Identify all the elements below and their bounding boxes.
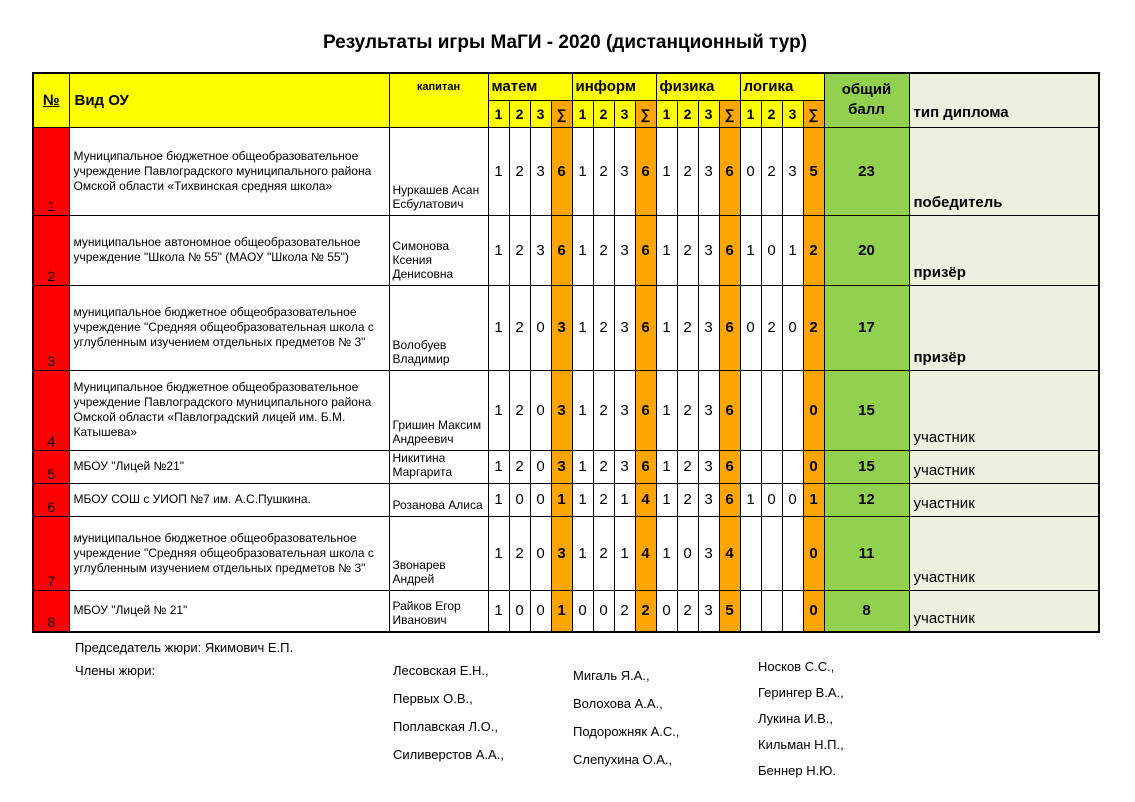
subject-header-physics: физика [656,73,740,100]
table-row [33,215,1099,285]
captain-cell: Райков Егор Иванович [389,590,488,632]
captain-cell: Волобуев Владимир [389,285,488,370]
diploma-cell: участник [909,483,1099,516]
score-cell: 3 [614,127,635,215]
sum-cell: 3 [551,370,572,450]
score-cell: 3 [698,215,719,285]
score-cell: 0 [530,285,551,370]
sum-cell: 5 [719,590,740,632]
sum-cell: 4 [635,516,656,590]
score-cell: 3 [698,590,719,632]
school-cell: МБОУ СОШ с УИОП №7 им. А.С.Пушкина. [69,483,389,516]
table-row [33,516,1099,590]
table-row [33,590,1099,632]
score-cell: 2 [677,370,698,450]
diploma-cell: участник [909,590,1099,632]
sum-cell: 6 [719,450,740,483]
jury-column-2 [573,668,680,780]
score-cell: 2 [509,516,530,590]
score-cell: 3 [698,516,719,590]
diploma-cell: призёр [909,285,1099,370]
score-cell: 3 [614,450,635,483]
sum-cell: 1 [803,483,824,516]
row-number-cell: 1 [33,127,69,215]
header-row-groups [33,73,1099,100]
score-cell: 1 [572,127,593,215]
score-cell [740,590,761,632]
score-cell [761,590,782,632]
subcol-header: 1 [740,100,761,127]
sigma-header: ∑ [803,100,824,127]
score-cell [782,516,803,590]
score-cell: 2 [509,285,530,370]
sum-cell: 2 [803,215,824,285]
sum-cell: 0 [803,370,824,450]
score-cell: 2 [677,590,698,632]
sum-cell: 6 [551,127,572,215]
sum-cell: 2 [803,285,824,370]
table-row [33,127,1099,215]
total-cell: 15 [824,450,909,483]
jury-member: Первых О.В., [393,691,473,706]
score-cell: 2 [509,450,530,483]
score-cell: 0 [593,590,614,632]
school-cell: муниципальное бюджетное общеобразовательное учреждение "Средняя общеобразовательная школа с углубленным изучением отдельных предметов № 3" [69,516,389,590]
diploma-cell: участник [909,516,1099,590]
school-cell: МБОУ "Лицей № 21" [69,590,389,632]
sum-cell: 6 [719,127,740,215]
jury-member: Волохова А.А., [573,696,663,711]
score-cell: 0 [509,483,530,516]
score-cell: 2 [677,215,698,285]
score-cell: 1 [656,215,677,285]
sum-cell: 6 [719,370,740,450]
school-cell: муниципальное бюджетное общеобразовательное учреждение "Средняя общеобразовательная школа с углубленным изучением отдельных предметов № 3" [69,285,389,370]
sum-cell: 3 [551,450,572,483]
sum-cell: 1 [551,590,572,632]
col-header-num [33,73,69,127]
score-cell: 3 [782,127,803,215]
score-cell: 0 [677,516,698,590]
total-cell: 12 [824,483,909,516]
table-row [33,483,1099,516]
score-cell: 3 [698,127,719,215]
score-cell: 0 [782,285,803,370]
sum-cell: 3 [551,516,572,590]
score-cell: 1 [572,215,593,285]
jury-chair: Председатель жюри: Якимович Е.П. [75,640,294,655]
subcol-header: 2 [509,100,530,127]
jury-member: Подорожняк А.С., [573,724,680,739]
score-cell: 2 [677,127,698,215]
subcol-header: 3 [530,100,551,127]
score-cell [740,516,761,590]
col-header-school: Вид ОУ [69,73,389,127]
jury-member: Беннер Н.Ю. [758,763,836,778]
score-cell [782,450,803,483]
row-number-cell: 5 [33,450,69,483]
score-cell: 2 [509,370,530,450]
score-cell: 0 [761,215,782,285]
sigma-header: ∑ [635,100,656,127]
score-cell: 3 [698,285,719,370]
sum-cell: 4 [719,516,740,590]
score-cell: 2 [509,215,530,285]
score-cell: 2 [677,483,698,516]
score-cell: 2 [593,516,614,590]
subject-header-math: матем [488,73,572,100]
sum-cell: 6 [635,285,656,370]
sum-cell: 6 [551,215,572,285]
sum-cell: 0 [803,450,824,483]
score-cell: 1 [488,590,509,632]
score-cell [761,450,782,483]
score-cell: 2 [761,285,782,370]
captain-cell: Гришин Максим Андреевич [389,370,488,450]
score-cell: 2 [593,285,614,370]
score-cell: 1 [572,370,593,450]
score-cell: 1 [656,285,677,370]
sum-cell: 6 [719,215,740,285]
col-header-diploma: тип диплома [909,73,1099,127]
score-cell: 1 [572,285,593,370]
score-cell: 1 [782,215,803,285]
school-cell: Муниципальное бюджетное общеобразовательное учреждение Павлоградского муниципального района Омской области «Тихвинская средняя школа» [69,127,389,215]
total-cell: 23 [824,127,909,215]
sigma-header: ∑ [551,100,572,127]
score-cell: 3 [698,370,719,450]
row-number-cell: 3 [33,285,69,370]
jury-members-label: Члены жюри: [75,663,156,678]
jury-member: Носков С.С., [758,659,835,674]
score-cell: 1 [656,516,677,590]
jury-member: Лесовская Е.Н., [393,663,489,678]
diploma-cell: участник [909,450,1099,483]
score-cell: 0 [572,590,593,632]
captain-cell: Симонова Ксения Денисовна [389,215,488,285]
total-cell: 15 [824,370,909,450]
score-cell: 1 [572,450,593,483]
score-cell [782,590,803,632]
score-cell: 2 [509,127,530,215]
score-cell: 0 [530,370,551,450]
score-cell [782,370,803,450]
score-cell: 1 [488,370,509,450]
score-cell: 0 [509,590,530,632]
score-cell: 3 [530,127,551,215]
num-header-label: № [42,91,60,109]
score-cell: 3 [530,215,551,285]
col-header-total [824,73,909,127]
diploma-cell: победитель [909,127,1099,215]
captain-cell: Розанова Алиса [389,483,488,516]
table-row [33,285,1099,370]
score-cell: 0 [530,450,551,483]
jury-member: Силиверстов А.А., [393,747,504,762]
score-cell: 1 [572,516,593,590]
row-number-cell: 8 [33,590,69,632]
score-cell: 1 [488,127,509,215]
school-cell: Муниципальное бюджетное общеобразовательное учреждение Павлоградского муниципального района Омской области «Павлоградский лицей им. Б.М. Катышева» [69,370,389,450]
row-number-cell: 6 [33,483,69,516]
subcol-header: 1 [656,100,677,127]
score-cell: 0 [761,483,782,516]
subject-header-logic: логика [740,73,824,100]
score-cell: 2 [761,127,782,215]
score-cell: 0 [530,483,551,516]
score-cell: 3 [614,215,635,285]
score-cell: 2 [614,590,635,632]
sum-cell: 1 [551,483,572,516]
captain-cell: Никитина Маргарита [389,450,488,483]
jury-member: Поплавская Л.О., [393,719,499,734]
score-cell: 0 [782,483,803,516]
subcol-header: 3 [698,100,719,127]
sum-cell: 4 [635,483,656,516]
score-cell: 0 [740,285,761,370]
subject-header-informatics: информ [572,73,656,100]
score-cell: 3 [614,370,635,450]
score-cell [740,370,761,450]
score-cell: 1 [614,516,635,590]
score-cell: 2 [593,127,614,215]
total-cell: 11 [824,516,909,590]
score-cell: 0 [656,590,677,632]
score-cell: 1 [488,215,509,285]
sum-cell: 6 [635,370,656,450]
score-cell: 0 [530,590,551,632]
score-cell: 1 [572,483,593,516]
score-cell: 1 [740,215,761,285]
score-cell: 1 [740,483,761,516]
score-cell: 3 [698,483,719,516]
sum-cell: 0 [803,590,824,632]
jury-column-1 [393,663,504,775]
score-cell: 2 [593,450,614,483]
total-header-label: общий балл [841,81,892,119]
subcol-header: 2 [677,100,698,127]
score-cell [761,516,782,590]
diploma-cell: участник [909,370,1099,450]
score-cell: 2 [593,483,614,516]
score-cell: 2 [593,215,614,285]
subcol-header: 3 [614,100,635,127]
score-cell: 1 [488,516,509,590]
score-cell [761,370,782,450]
score-cell: 1 [488,285,509,370]
sum-cell: 6 [719,285,740,370]
total-cell: 20 [824,215,909,285]
score-cell: 1 [656,127,677,215]
score-cell: 1 [656,483,677,516]
table-row [33,370,1099,450]
diploma-cell: призёр [909,215,1099,285]
jury-member: Кильман Н.П., [758,737,844,752]
school-cell: МБОУ "Лицей №21" [69,450,389,483]
score-cell: 1 [488,483,509,516]
jury-member: Лукина И.В., [758,711,833,726]
total-cell: 8 [824,590,909,632]
sum-cell: 6 [635,127,656,215]
score-cell: 3 [614,285,635,370]
sigma-header: ∑ [719,100,740,127]
score-cell: 1 [614,483,635,516]
row-number-cell: 7 [33,516,69,590]
score-cell: 2 [593,370,614,450]
subcol-header: 1 [572,100,593,127]
sum-cell: 2 [635,590,656,632]
score-cell [740,450,761,483]
subcol-header: 2 [593,100,614,127]
jury-member: Герингер В.А., [758,685,844,700]
score-cell: 1 [656,450,677,483]
score-cell: 0 [740,127,761,215]
captain-cell: Звонарев Андрей [389,516,488,590]
jury-member: Слепухина О.А., [573,752,673,767]
total-cell: 17 [824,285,909,370]
score-cell: 2 [677,285,698,370]
sum-cell: 6 [635,450,656,483]
row-number-cell: 4 [33,370,69,450]
school-cell: муниципальное автономное общеобразовательное учреждение "Школа № 55" (МАОУ "Школа № 55") [69,215,389,285]
captain-cell: Нуркашев Асан Есбулатович [389,127,488,215]
score-cell: 1 [488,450,509,483]
jury-member: Мигаль Я.А., [573,668,650,683]
sum-cell: 6 [719,483,740,516]
row-number-cell: 2 [33,215,69,285]
sum-cell: 3 [551,285,572,370]
score-cell: 3 [698,450,719,483]
jury-column-3 [758,659,844,789]
table-row [33,450,1099,483]
col-header-captain: капитан [389,73,488,127]
page-title: Результаты игры МаГИ - 2020 (дистанционный тур) [322,32,808,53]
score-cell: 0 [530,516,551,590]
results-table [32,72,1100,633]
subcol-header: 2 [761,100,782,127]
score-cell: 1 [656,370,677,450]
subcol-header: 1 [488,100,509,127]
sum-cell: 0 [803,516,824,590]
sum-cell: 6 [635,215,656,285]
subcol-header: 3 [782,100,803,127]
sum-cell: 5 [803,127,824,215]
score-cell: 2 [677,450,698,483]
